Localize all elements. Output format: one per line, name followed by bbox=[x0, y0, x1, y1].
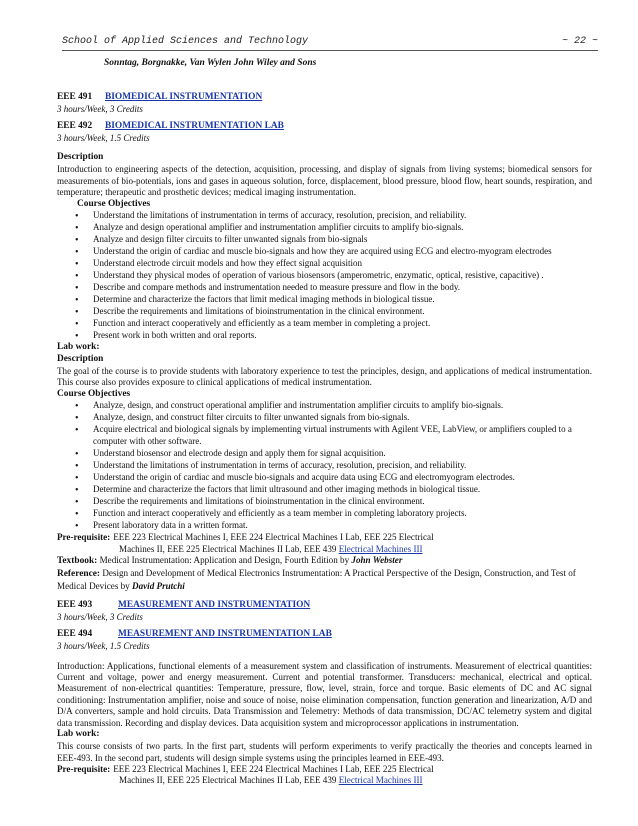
textbook-text: Medical Instrumentation: Application and Design, Fourth Edition by bbox=[99, 555, 350, 566]
objective-item: • Determine and characterize the factors that limit medical imaging methods in biological tissue. bbox=[75, 294, 592, 306]
lab-objectives-list bbox=[75, 400, 592, 532]
course-credits: 3 hours/Week, 1.5 Credits bbox=[57, 132, 150, 143]
objective-item: • Understand biosensor and electrode design and apply them for signal acquisition. bbox=[75, 448, 592, 460]
prerequisite-line2: Machines II, EEE 225 Electrical Machines II Lab, EEE 439 bbox=[119, 775, 337, 786]
textbook-line bbox=[57, 555, 592, 568]
objective-item: • Analyze and design operational amplifier and instrumentation amplifier circuits to amplify bio-signals. bbox=[75, 222, 592, 234]
prerequisite-label: Pre-requisite: bbox=[57, 532, 111, 543]
course-title-link[interactable]: BIOMEDICAL INSTRUMENTATION LAB bbox=[105, 121, 284, 132]
meas-lab-text: This course consists of two parts. In the first part, students will perform experiments to verify practically the theories and concepts learned in EEE-493. In the second part, students will design simple systems using the principles learned in EEE-493. bbox=[57, 741, 592, 763]
objective-item: • Function and interact cooperatively and efficiently as a team member in completing laboratory projects. bbox=[75, 508, 592, 520]
prerequisite-link[interactable]: Electrical Machines III bbox=[338, 543, 423, 554]
prerequisite-line1: EEE 223 Electrical Machines I, EEE 224 Electrical Machines I Lab, EEE 225 Electrical bbox=[113, 532, 434, 543]
objective-item: • Describe and compare methods and instrumentation needed to measure pressure and flow in the body. bbox=[75, 282, 592, 294]
textbook-label: Textbook: bbox=[57, 556, 98, 567]
lab-description-text: The goal of the course is to provide students with laboratory experience to test the principles, design, and applications of medical instrumentation. This course also provides exposure to clinical applications of medical instrumentation. bbox=[57, 365, 592, 388]
lab-work-heading: Lab work: bbox=[57, 342, 100, 353]
objective-item: • Understand the origin of cardiac and muscle bio-signals and how they are acquired using ECG and electro-myogram electrodes bbox=[75, 246, 592, 258]
objective-item: • Describe the requirements and limitations of bioinstrumentation in the clinical environment. bbox=[75, 306, 592, 318]
objective-item: • Understand they physical modes of operation of various biosensors (amperometric, enzymatic, optical, resistive, capacitive) . bbox=[75, 270, 592, 282]
school-name: School of Applied Sciences and Technology bbox=[62, 36, 309, 47]
course-code: EEE 492 bbox=[57, 121, 93, 132]
course-code: EEE 491 bbox=[57, 91, 93, 102]
course-title-link[interactable]: MEASUREMENT AND INSTRUMENTATION LAB bbox=[118, 629, 332, 640]
course-credits: 3 hours/Week, 1.5 Credits bbox=[57, 641, 150, 652]
course-code: EEE 493 bbox=[57, 600, 93, 611]
prerequisite-link[interactable]: Electrical Machines III bbox=[338, 775, 423, 786]
description-text: Introduction to engineering aspects of the detection, acquisition, processing, and display of signals from living systems; biomedical sensors for measurements of bio-potentials, ions and gases in aqueous solution, force, displacement, blood pressure, blood flow, heart sounds, respiration, and temperature; therapeutic and prosthetic devices; medical imaging instrumentation. bbox=[57, 164, 592, 198]
measurement-intro-text: Introduction: Applications, functional elements of a measurement system and classification of instruments. Measurement of electrical quantities: Current and voltage, power and energy measurement. Current and potential transformer. Transducers: mechanical, electrical and optical. Measurement of non-electrical quantities: Temperature, pressure, flow, level, strain, force and torque. Basic elements of DC and AC signal conditioning: Instrumentation amplifier, noise and souce of noise, noise elimination compensation, function generation and linearization, A/D and D/A converters, sample and hold circuits. Data Transmission and Telemetry: Methods of data transmission, DC/AC telemetry system and digital data transmission. Recording and display devices. Data acquisition system and microprocessor applications in instrumentation. bbox=[57, 660, 592, 728]
reference-author: David Prutchi bbox=[132, 580, 185, 591]
objectives-list bbox=[75, 210, 592, 342]
objective-item: • Understand electrode circuit models and how they effect signal acquisition bbox=[75, 258, 592, 270]
course-eee492 bbox=[57, 121, 592, 133]
meas-lab-heading: Lab work: bbox=[57, 729, 100, 740]
page-content bbox=[57, 55, 592, 787]
prerequisite-label: Pre-requisite: bbox=[57, 763, 111, 774]
course-credits: 3 hours/Week, 3 Credits bbox=[57, 103, 143, 114]
objective-item: • Acquire electrical and biological signals by implementing virtual instruments with Agilent VEE, LabView, or amplifiers coupled to a computer with other software. bbox=[75, 424, 592, 448]
reference-text: Design and Development of Medical Electronics Instrumentation: A Practical Perspective of the Design, Construction, and Test of Medical Devices by bbox=[57, 567, 576, 591]
prerequisite-line1: EEE 223 Electrical Machines I, EEE 224 Electrical Machines I Lab, EEE 225 Electrical bbox=[113, 763, 434, 774]
page-number: ~ 22 ~ bbox=[561, 36, 598, 47]
objective-item: • Understand the limitations of instrumentation in terms of accuracy, resolution, precision, and reliability. bbox=[75, 210, 592, 222]
course-title-link[interactable]: MEASUREMENT AND INSTRUMENTATION bbox=[118, 600, 311, 611]
page-header bbox=[62, 36, 598, 51]
prerequisite-line2: Machines II, EEE 225 Electrical Machines II Lab, EEE 439 bbox=[119, 543, 337, 554]
course-eee493 bbox=[57, 600, 592, 612]
objective-item: • Understand the limitations of instrumentation in terms of accuracy, resolution, precision, and reliability. bbox=[75, 460, 592, 472]
meas-prerequisite-line2-row bbox=[57, 775, 592, 786]
objectives-heading: Course Objectives bbox=[77, 198, 151, 209]
objective-item: • Describe the requirements and limitations of bioinstrumentation in the clinical environment. bbox=[75, 496, 592, 508]
objective-item: • Analyze and design filter circuits to filter unwanted signals from bio-signals bbox=[75, 234, 592, 246]
objective-item: • Determine and characterize the factors that limit ultrasound and other imaging methods in biological tissue. bbox=[75, 484, 592, 496]
course-title-link[interactable]: BIOMEDICAL INSTRUMENTATION bbox=[105, 91, 263, 102]
objective-item: • Present work in both written and oral reports. bbox=[75, 330, 592, 342]
objective-item: • Present laboratory data in a written format. bbox=[75, 520, 592, 532]
objective-item: • Function and interact cooperatively and efficiently as a team member in completing a project. bbox=[75, 318, 592, 330]
objective-item: • Analyze, design, and construct operational amplifier and instrumentation amplifier circuits to amplify bio-signals. bbox=[75, 400, 592, 412]
lab-description-heading: Description bbox=[57, 353, 104, 364]
meas-prerequisite-block bbox=[57, 764, 592, 775]
reference-label: Reference: bbox=[57, 568, 101, 579]
course-eee491 bbox=[57, 92, 592, 104]
lab-objectives-heading: Course Objectives bbox=[57, 388, 131, 399]
prerequisite-block bbox=[57, 532, 592, 543]
objective-item: • Analyze, design, and construct filter circuits to filter unwanted signals from bio-signals. bbox=[75, 412, 592, 424]
textbook-author: John Webster bbox=[351, 555, 403, 566]
prerequisite-line2-row bbox=[57, 544, 592, 555]
book-authors: Sonntag, Borgnakke, Van Wylen John Wiley and Sons bbox=[104, 58, 317, 68]
course-eee494 bbox=[57, 629, 592, 641]
course-code: EEE 494 bbox=[57, 629, 93, 640]
course-credits: 3 hours/Week, 3 Credits bbox=[57, 612, 143, 622]
description-heading: Description bbox=[57, 152, 104, 163]
reference-line bbox=[57, 568, 592, 592]
objective-item: • Understand the origin of cardiac and muscle bio-signals and acquire data using ECG and electromyogram electrodes. bbox=[75, 472, 592, 484]
